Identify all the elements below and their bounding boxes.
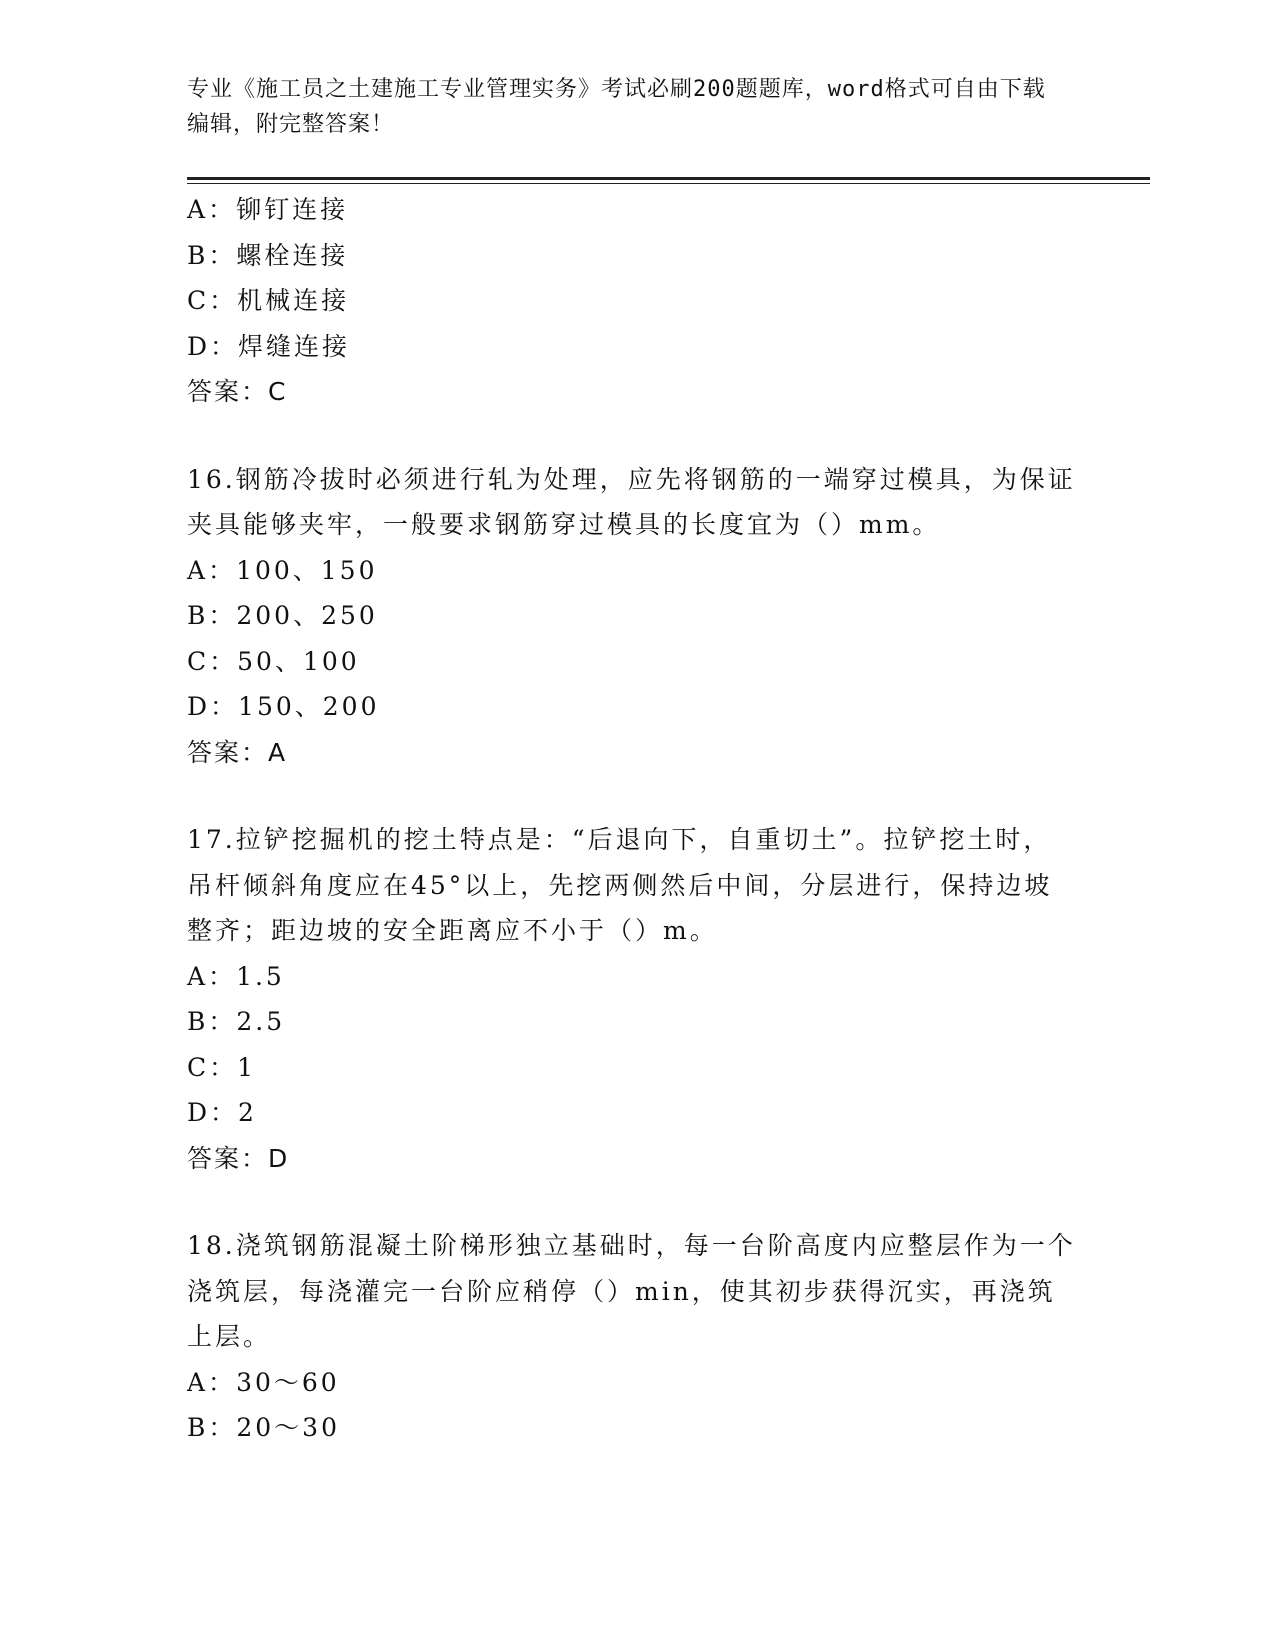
option-key: D： [187,331,239,361]
option-d [187,1090,1077,1136]
option-text: 30～60 [236,1367,340,1397]
option-text: 机械连接 [237,286,350,315]
question-16 [187,457,1077,776]
option-key: A： [187,1367,237,1397]
option-text: 2.5 [236,1007,286,1036]
header-rule-thick [187,177,1150,180]
option-c [187,278,1077,324]
option-text: 150、200 [238,692,380,721]
option-c [187,1045,1077,1091]
option-a [187,1360,1077,1406]
option-key: B： [187,1007,237,1036]
option-text: 螺栓连接 [236,240,349,270]
question-stem: 18.浇筑钢筋混凝土阶梯形独立基础时，每一台阶高度内应整层作为一个浇筑层，每浇灌完一台阶应稍停（）min，使其初步获得沉实，再浇筑上层。 [187,1231,1076,1351]
option-b [187,999,1077,1045]
question-list [187,187,1077,1451]
option-text: 焊缝连接 [238,331,351,361]
option-key: B： [187,1413,237,1442]
option-text: 200、250 [236,601,378,630]
option-key: C： [187,646,238,676]
question-gap [187,1181,1077,1223]
option-key: A： [187,195,237,224]
document-header-title: 专业《施工员之土建施工专业管理实务》考试必刷200题题库，word格式可自由下载编辑，附完整答案！ [187,77,1046,137]
option-d [187,324,1077,370]
option-a [187,187,1077,233]
option-key: D： [187,1098,239,1127]
option-text: 铆钉连接 [236,195,349,224]
option-key: A： [187,555,237,585]
option-text: 2 [238,1098,257,1127]
option-c [187,639,1077,685]
option-text: 100、150 [236,555,378,585]
option-a [187,954,1077,1000]
question-stem: 16.钢筋冷拔时必须进行轧为处理，应先将钢筋的一端穿过模具，为保证夹具能够夹牢，一般要求钢筋穿过模具的长度宜为（）mm。 [187,464,1076,539]
question-stem: 17.拉铲挖掘机的挖土特点是：“后退向下，自重切土”。拉铲挖土时，吊杆倾斜角度应在45°以上，先挖两侧然后中间，分层进行，保持边坡整齐；距边坡的安全距离应不小于（）m。 [187,825,1053,945]
option-a [187,548,1077,594]
option-b [187,233,1077,279]
question-15 [187,187,1077,415]
option-key: A： [187,961,237,991]
answer-line: 答案：A [187,737,288,767]
answer-line: 答案：D [187,1143,290,1173]
option-key: B： [187,240,237,270]
question-gap [187,415,1077,457]
option-key: D： [187,692,239,721]
option-d [187,684,1077,730]
option-b [187,593,1077,639]
option-text: 50、100 [237,646,360,676]
option-b [187,1405,1077,1451]
option-text: 1 [237,1052,257,1082]
question-18 [187,1223,1077,1451]
option-key: C： [187,1052,238,1082]
question-gap [187,775,1077,817]
option-text: 1.5 [236,961,285,991]
answer-line: 答案：C [187,377,288,406]
question-17 [187,817,1077,1181]
option-key: C： [187,286,238,315]
option-text: 20～30 [236,1413,340,1442]
header-rule-thin [187,183,1150,184]
option-key: B： [187,601,237,630]
